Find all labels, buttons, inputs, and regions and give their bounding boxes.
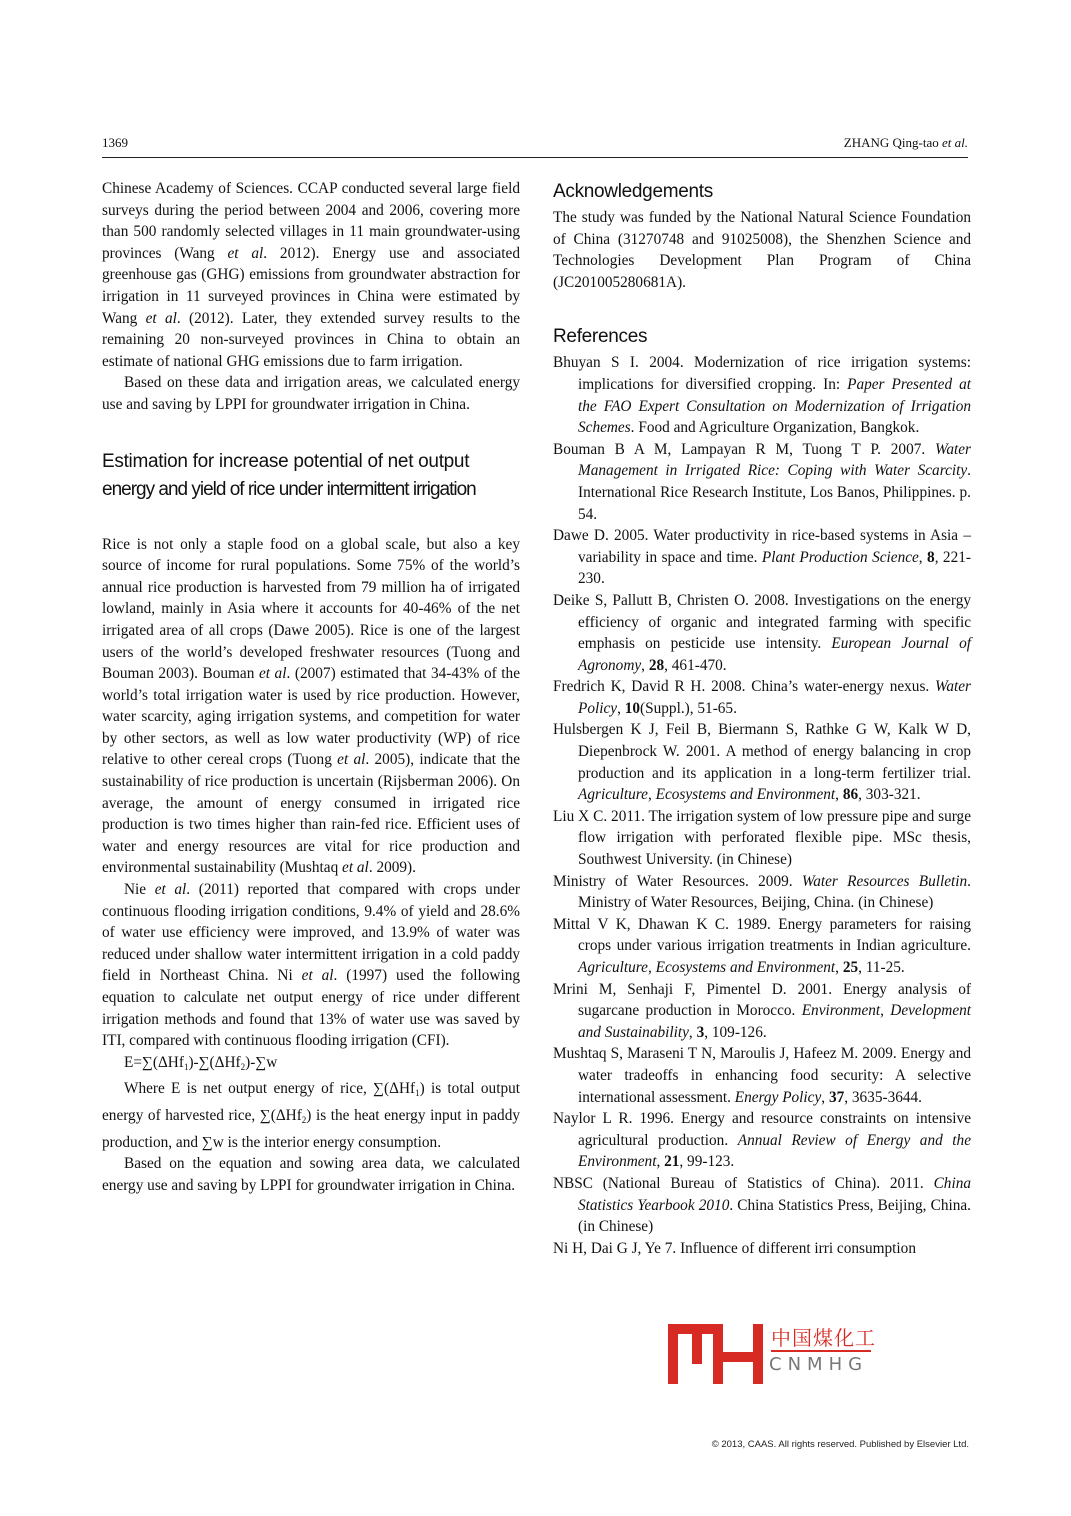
reference-text: , 11-25. [858,959,905,976]
reference-text: , 109-126. [704,1023,767,1041]
text-italic: et al [154,881,187,899]
running-head-authors [844,135,968,151]
reference-text: , 221-230. [578,548,971,588]
reference-text: Naylor L R. 1996. Energy and resource constraints on intensive agricultural production. [553,1110,971,1149]
reference-text: Dawe D. 2005. Water productivity in rice-based systems in Asia – variability in space and time. [553,527,971,566]
reference-source: Energy Policy [734,1088,822,1106]
reference-volume: 86 [842,786,859,804]
reference-volume: 37 [828,1088,845,1106]
reference-text: NBSC (National Bureau of Statistics of China). 2011. [553,1174,934,1192]
text: Nie [124,881,155,899]
reference-item [553,1173,971,1238]
section-heading-line: energy and yield of rice under intermittent irrigation [102,478,476,500]
paragraph [102,879,520,1052]
reference-source: Plant Production Science [761,548,919,566]
text: . (1997) used the following equation to calculate net output energy of rice under different irrigation methods and found that 13% of water use was saved by ITI, compared with continuous flooding irrigation (CFI). [102,967,520,1050]
reference-item [553,439,971,525]
reference-text: , 303-321. [858,786,921,804]
reference-text: . China Statistics Press, Beijing, China. (in Chinese) [578,1196,971,1236]
reference-item [553,1043,971,1108]
paragraph [102,1078,520,1153]
text-italic: et al [337,751,366,769]
reference-source: Agriculture, Ecosystems and Environment [578,959,836,976]
text: )-∑w [245,1053,278,1071]
text-italic: et al [145,309,177,327]
reference-text: Bouman B A M, Lampayan R M, Tuong T P. 2007. [553,440,936,458]
running-head [102,135,968,158]
paragraph [102,534,520,880]
reference-item [553,1108,971,1173]
reference-item [553,914,971,979]
reference-volume: 10 [624,699,641,717]
reference-text: Liu X C. 2011. The irrigation system of low pressure pipe and surge flow irrigation with perforated flexible pipe. MSc thesis, Southwest University. (in Chinese) [553,807,971,869]
text-italic: et al [301,967,334,985]
reference-text: Fredrich K, David R H. 2008. China’s water-energy nexus. [553,678,936,696]
reference-text: , [688,1023,697,1041]
section-heading [102,448,520,504]
reference-volume: 3 [696,1023,705,1041]
reference-text: . International Rice Research Institute, Los Banos, Philippines. p. 54. [578,462,971,523]
text: Chinese Academy of Sciences. CCAP conducted several large field surveys during the period between 2004 and 2006, covering more than 500 randomly selected villages in 11 main groundwater-using provinces (Wang [102,180,520,262]
cnmhg-logo-icon [668,1322,768,1384]
equation [102,1052,520,1079]
text-italic: et al [227,244,264,262]
text: . 2012). Energy use and associated greenhouse gas (GHG) emissions from groundwater abstraction for irrigation in 11 surveyed provinces in China were estimated by Wang [102,244,520,327]
reference-text: Mrini M, Senhaji F, Pimentel D. 2001. Energy analysis of sugarcane production in Morocco. [553,980,971,1020]
watermark-divider [771,1350,871,1352]
reference-text: , [918,548,928,566]
reference-item [553,806,971,871]
reference-item [553,676,971,719]
references-heading: References [553,326,648,348]
reference-text: , 3635-3644. [844,1088,922,1106]
text: Rice is not only a staple food on a global scale, but also a key source of income for rural populations. Some 75% of the world’s annual rice production is harvested from 79 million ha of irrigated lowland, mainly in Asia where it accounts for 40-46% of the net irrigated area of all crops (Dawe 2005). Rice is one of the largest users of the world’s developed freshwater resources (Tuong and Bouman 2003). Bouman [102,535,520,683]
text: . 2009). [368,859,416,877]
reference-text: Mushtaq S, Maraseni T N, Maroulis J, Hafeez M. 2009. Energy and water tradeoffs in enhancing food security: A selective international assessment. [553,1045,971,1106]
authors-etal: et al. [942,135,968,150]
reference-item [553,525,971,590]
reference-text: 7. Influence of different irri [664,1239,834,1257]
reference-volume: 25 [842,959,859,976]
text: Where E is net output energy of rice, ∑(ΔHf [124,1080,416,1098]
text: ) is total output energy of harvested rice, ∑(ΔHf [102,1080,520,1124]
subscript: 2 [301,1114,307,1125]
reference-source: Agriculture, Ecosystems and Environment [578,786,836,804]
reference-list [553,352,971,1259]
reference-item [553,979,971,1044]
reference-text: , [835,786,843,804]
reference-source: Water Management in Irrigated Rice: Coping with Water Scarcity [578,440,971,480]
left-column [102,178,520,1196]
reference-volume: 28 [648,656,665,674]
reference-volume: 21 [664,1153,680,1171]
reference-item [553,871,971,914]
text: )-∑(ΔHf [188,1053,241,1071]
acknowledgements-text: The study was funded by the National Natural Science Foundation of China (31270748 and 91025008), the Shenzhen Science and Technologies Development Plan Program of China (JC201005280681A). [553,209,971,291]
paragraph [102,178,520,372]
reference-item [553,719,971,805]
reference-source: Paper Presented at the FAO Expert Consultation on Modernization of Irrigation Schemes [578,375,971,437]
reference-source: European Journal of Agronomy [578,635,971,674]
reference-text: . Ministry of Water Resources, Beijing, China. (in Chinese) [578,872,971,912]
reference-item [553,352,971,438]
watermark-chinese-text: 中国煤化工 [771,1322,878,1351]
acknowledgements-heading: Acknowledgements [553,181,713,202]
section-heading-line: Estimation for increase potential of net output [102,450,470,472]
watermark-english-text: CNMHG [769,1354,869,1375]
reference-text: Hulsbergen K J, Feil B, Biermann S, Rathke G W, Kalk W D, Diepenbrock W. 2001. A method of energy balancing in crop production and its application in a long-term fertilizer trial. [553,721,971,782]
reference-text: , [641,656,649,674]
reference-text: (Suppl.), 51-65. [640,699,737,717]
text-italic: et al [258,665,287,683]
text: E=∑(ΔHf [124,1053,184,1071]
text: . 2005), indicate that the sustainability of rice production is uncertain (Rijsberman 2006). On average, the amount of energy consumed in irrigated rice production is two times higher than rain-fed rice. Efficient uses of water and energy resources are vital for rice production and environmental sustainability (Mushtaq [102,751,521,877]
reference-source: China Statistics Yearbook 2010 [578,1174,971,1214]
reference-source: Environment, Development and Sustainability [578,1002,972,1041]
authors-text: ZHANG Qing-tao [843,135,939,150]
reference-text: , 461-470. [664,656,727,674]
reference-text: Ni H, Dai G J, Ye [553,1239,665,1257]
reference-text: , [617,699,625,717]
reference-text: , [821,1088,829,1106]
reference-text: Bhuyan S I. 2004. Modernization of rice irrigation systems: implications for diversified cropping. In: [553,354,971,393]
text: . (2011) reported that compared with crops under continuous flooding irrigation conditions, 9.4% of yield and 28.6% of water use efficiency were improved, and 13.9% of water was reduced under shallow water intermittent irrigation in a cold paddy field in Northeast China. Ni [102,881,521,985]
copyright-notice: © 2013, CAAS. All rights reserved. Published by Elsevier Ltd. [711,1439,969,1450]
reference-source: Water Policy [578,678,971,717]
reference-text: Ministry of Water Resources. 2009. [553,872,802,890]
reference-text: Deike S, Pallutt B, Christen O. 2008. Investigations on the energy efficiency of organic and integrated farming with specific emphasis on pesticide use intensity. [553,591,971,653]
watermark-logo [668,1322,878,1384]
subscript: 1 [415,1088,420,1099]
reference-volume: 8 [927,548,935,566]
reference-item [553,1238,971,1260]
text: . (2007) estimated that 34-43% of the world’s total irrigation water is used by rice production. However, water scarcity, aging irrigation systems, and competition for water by other sectors, as well as low water productivity (WP) of rice relative to other cereal crops (Tuong [102,665,520,769]
subscript: 2 [240,1061,246,1072]
right-column [553,178,971,1259]
paragraph: Based on the equation and sowing area data, we calculated energy use and saving by LPPI for groundwater irrigation in China. [102,1155,520,1194]
paragraph: Based on these data and irrigation areas, we calculated energy use and saving by LPPI for groundwater irrigation in China. [102,374,520,413]
page-number: 1369 [102,135,128,150]
text-italic: et al [342,859,369,877]
reference-source: Water Resources Bulletin [801,872,968,890]
reference-text: consumption [833,1239,916,1257]
text: . (2012). Later, they extended survey results to the remaining 20 non-surveyed provinces in China to obtain an estimate of national GHG emissions due to farm irrigation. [102,309,521,370]
reference-source: Annual Review of Energy and the Environment [578,1131,971,1171]
subscript: 1 [183,1061,189,1072]
reference-text: . Food and Agriculture Organization, Bangkok. [630,419,920,437]
reference-item [553,590,971,676]
reference-text: , [835,959,843,976]
reference-text: Mittal V K, Dhawan K C. 1989. Energy parameters for raising crops under various irrigation treatments in Indian agriculture. [553,915,971,955]
reference-text: , [656,1153,665,1171]
reference-text: , 99-123. [679,1153,735,1171]
text: ) is the heat energy input in paddy production, and ∑w is the interior energy consumption. [102,1106,520,1151]
